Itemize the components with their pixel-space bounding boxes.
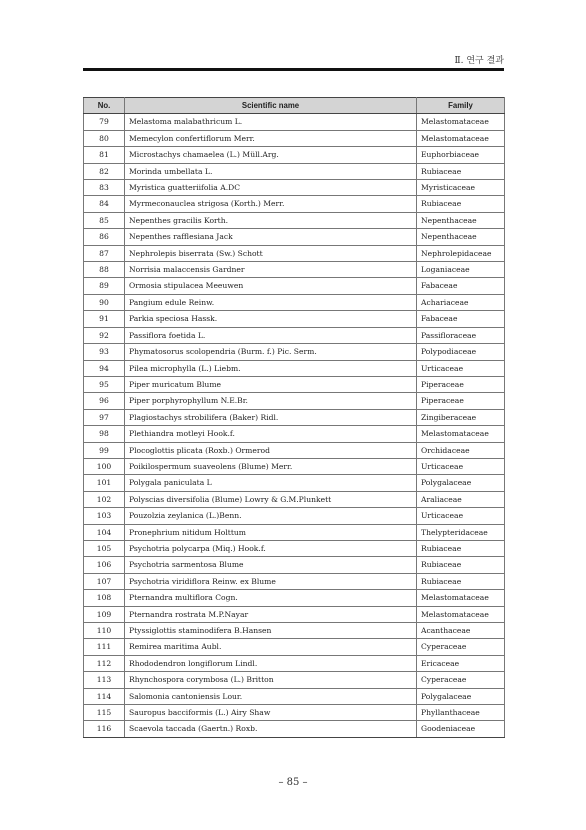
family-name: Rubiaceae bbox=[417, 163, 505, 179]
row-number: 98 bbox=[84, 426, 125, 442]
family-name: Nephrolepidaceae bbox=[417, 245, 505, 261]
table-row bbox=[84, 196, 505, 212]
header-divider bbox=[83, 68, 504, 71]
family-name: Ericaceae bbox=[417, 655, 505, 671]
row-number: 93 bbox=[84, 344, 125, 360]
table-row bbox=[84, 508, 505, 524]
row-number: 88 bbox=[84, 262, 125, 278]
table-row bbox=[84, 672, 505, 688]
family-name: Cyperaceae bbox=[417, 639, 505, 655]
scientific-name: Scaevola taccada (Gaertn.) Roxb. bbox=[125, 721, 417, 737]
table-row bbox=[84, 180, 505, 196]
row-number: 97 bbox=[84, 409, 125, 425]
table-row bbox=[84, 327, 505, 343]
family-name: Melastomataceae bbox=[417, 590, 505, 606]
family-name: Rubiaceae bbox=[417, 557, 505, 573]
row-number: 92 bbox=[84, 327, 125, 343]
table-row bbox=[84, 130, 505, 146]
scientific-name: Memecylon confertiflorum Merr. bbox=[125, 130, 417, 146]
table-row bbox=[84, 409, 505, 425]
row-number: 104 bbox=[84, 524, 125, 540]
row-number: 114 bbox=[84, 688, 125, 704]
scientific-name: Plagiostachys strobilifera (Baker) Ridl. bbox=[125, 409, 417, 425]
row-number: 80 bbox=[84, 130, 125, 146]
row-number: 115 bbox=[84, 705, 125, 721]
table-row bbox=[84, 114, 505, 130]
table-row bbox=[84, 245, 505, 261]
scientific-name: Ptyssiglottis staminodifera B.Hansen bbox=[125, 623, 417, 639]
family-name: Cyperaceae bbox=[417, 672, 505, 688]
scientific-name: Poikilospermum suaveolens (Blume) Merr. bbox=[125, 458, 417, 474]
family-name: Melastomataceae bbox=[417, 426, 505, 442]
column-header-scientific-name: Scientific name bbox=[125, 98, 417, 114]
scientific-name: Salomonia cantoniensis Lour. bbox=[125, 688, 417, 704]
family-name: Polypodiaceae bbox=[417, 344, 505, 360]
family-name: Melastomataceae bbox=[417, 606, 505, 622]
family-name: Zingiberaceae bbox=[417, 409, 505, 425]
row-number: 101 bbox=[84, 475, 125, 491]
scientific-name: Parkia speciosa Hassk. bbox=[125, 311, 417, 327]
scientific-name: Remirea maritima Aubl. bbox=[125, 639, 417, 655]
table-row bbox=[84, 606, 505, 622]
table-header-row bbox=[84, 98, 505, 114]
family-name: Achariaceae bbox=[417, 294, 505, 310]
family-name: Euphorbiaceae bbox=[417, 147, 505, 163]
row-number: 112 bbox=[84, 655, 125, 671]
table-row bbox=[84, 540, 505, 556]
family-name: Melastomataceae bbox=[417, 114, 505, 130]
table-row bbox=[84, 524, 505, 540]
scientific-name: Nepenthes gracilis Korth. bbox=[125, 212, 417, 228]
table-row bbox=[84, 311, 505, 327]
row-number: 79 bbox=[84, 114, 125, 130]
row-number: 85 bbox=[84, 212, 125, 228]
family-name: Nepenthaceae bbox=[417, 212, 505, 228]
scientific-name: Sauropus bacciformis (L.) Airy Shaw bbox=[125, 705, 417, 721]
row-number: 83 bbox=[84, 180, 125, 196]
scientific-name: Morinda umbellata L. bbox=[125, 163, 417, 179]
column-header-no: No. bbox=[84, 98, 125, 114]
scientific-name: Pangium edule Reinw. bbox=[125, 294, 417, 310]
row-number: 105 bbox=[84, 540, 125, 556]
row-number: 99 bbox=[84, 442, 125, 458]
table-row bbox=[84, 278, 505, 294]
table-row bbox=[84, 147, 505, 163]
row-number: 82 bbox=[84, 163, 125, 179]
scientific-name: Pilea microphylla (L.) Liebm. bbox=[125, 360, 417, 376]
family-name: Acanthaceae bbox=[417, 623, 505, 639]
scientific-name: Psychotria sarmentosa Blume bbox=[125, 557, 417, 573]
family-name: Polygalaceae bbox=[417, 688, 505, 704]
row-number: 106 bbox=[84, 557, 125, 573]
family-name: Phyllanthaceae bbox=[417, 705, 505, 721]
row-number: 89 bbox=[84, 278, 125, 294]
family-name: Thelypteridaceae bbox=[417, 524, 505, 540]
scientific-name: Pternandra multiflora Cogn. bbox=[125, 590, 417, 606]
row-number: 103 bbox=[84, 508, 125, 524]
row-number: 110 bbox=[84, 623, 125, 639]
family-name: Rubiaceae bbox=[417, 540, 505, 556]
scientific-name: Piper muricatum Blume bbox=[125, 376, 417, 392]
scientific-name: Polyscias diversifolia (Blume) Lowry & G.M.Plunkett bbox=[125, 491, 417, 507]
scientific-name: Plethiandra motleyi Hook.f. bbox=[125, 426, 417, 442]
scientific-name: Myristica guatteriifolia A.DC bbox=[125, 180, 417, 196]
scientific-name: Passiflora foetida L. bbox=[125, 327, 417, 343]
family-name: Fabaceae bbox=[417, 311, 505, 327]
table-row bbox=[84, 393, 505, 409]
family-name: Loganiaceae bbox=[417, 262, 505, 278]
row-number: 100 bbox=[84, 458, 125, 474]
table-row bbox=[84, 163, 505, 179]
family-name: Piperaceae bbox=[417, 393, 505, 409]
table-row bbox=[84, 212, 505, 228]
row-number: 81 bbox=[84, 147, 125, 163]
row-number: 91 bbox=[84, 311, 125, 327]
column-header-family: Family bbox=[417, 98, 505, 114]
family-name: Urticaceae bbox=[417, 508, 505, 524]
family-name: Melastomataceae bbox=[417, 130, 505, 146]
table-row bbox=[84, 229, 505, 245]
table-row bbox=[84, 294, 505, 310]
family-name: Fabaceae bbox=[417, 278, 505, 294]
table-row bbox=[84, 655, 505, 671]
family-name: Passifloraceae bbox=[417, 327, 505, 343]
scientific-name: Pternandra rostrata M.P.Nayar bbox=[125, 606, 417, 622]
scientific-name: Rhododendron longiflorum Lindl. bbox=[125, 655, 417, 671]
row-number: 102 bbox=[84, 491, 125, 507]
family-name: Orchidaceae bbox=[417, 442, 505, 458]
family-name: Urticaceae bbox=[417, 360, 505, 376]
table-row bbox=[84, 557, 505, 573]
family-name: Piperaceae bbox=[417, 376, 505, 392]
family-name: Araliaceae bbox=[417, 491, 505, 507]
family-name: Goodeniaceae bbox=[417, 721, 505, 737]
scientific-name: Pouzolzia zeylanica (L.)Benn. bbox=[125, 508, 417, 524]
family-name: Urticaceae bbox=[417, 458, 505, 474]
table-row bbox=[84, 491, 505, 507]
scientific-name: Nepenthes rafflesiana Jack bbox=[125, 229, 417, 245]
table-body bbox=[84, 114, 505, 737]
table-row bbox=[84, 721, 505, 737]
row-number: 90 bbox=[84, 294, 125, 310]
page-number: – 85 – bbox=[278, 777, 308, 788]
row-number: 96 bbox=[84, 393, 125, 409]
family-name: Myristicaceae bbox=[417, 180, 505, 196]
family-name: Polygalaceae bbox=[417, 475, 505, 491]
scientific-name: Rhynchospora corymbosa (L.) Britton bbox=[125, 672, 417, 688]
scientific-name: Melastoma malabathricum L. bbox=[125, 114, 417, 130]
scientific-name: Myrmeconauclea strigosa (Korth.) Merr. bbox=[125, 196, 417, 212]
section-header: Ⅱ. 연구 결과 bbox=[454, 56, 504, 66]
table-row bbox=[84, 590, 505, 606]
row-number: 108 bbox=[84, 590, 125, 606]
family-name: Nepenthaceae bbox=[417, 229, 505, 245]
table-row bbox=[84, 688, 505, 704]
scientific-name: Psychotria polycarpa (Miq.) Hook.f. bbox=[125, 540, 417, 556]
row-number: 87 bbox=[84, 245, 125, 261]
table-row bbox=[84, 475, 505, 491]
table-row bbox=[84, 376, 505, 392]
table-row bbox=[84, 458, 505, 474]
row-number: 95 bbox=[84, 376, 125, 392]
scientific-name: Plocoglottis plicata (Roxb.) Ormerod bbox=[125, 442, 417, 458]
table-row bbox=[84, 705, 505, 721]
row-number: 107 bbox=[84, 573, 125, 589]
scientific-name: Piper porphyrophyllum N.E.Br. bbox=[125, 393, 417, 409]
table-row bbox=[84, 426, 505, 442]
scientific-name: Ormosia stipulacea Meeuwen bbox=[125, 278, 417, 294]
scientific-name: Phymatosorus scolopendria (Burm. f.) Pic. Serm. bbox=[125, 344, 417, 360]
scientific-name: Polygala paniculata L bbox=[125, 475, 417, 491]
scientific-name: Pronephrium nitidum Holttum bbox=[125, 524, 417, 540]
row-number: 86 bbox=[84, 229, 125, 245]
table-row bbox=[84, 344, 505, 360]
table-header bbox=[84, 98, 505, 114]
row-number: 109 bbox=[84, 606, 125, 622]
table-row bbox=[84, 360, 505, 376]
row-number: 116 bbox=[84, 721, 125, 737]
row-number: 94 bbox=[84, 360, 125, 376]
table-row bbox=[84, 623, 505, 639]
row-number: 84 bbox=[84, 196, 125, 212]
scientific-name: Norrisia malaccensis Gardner bbox=[125, 262, 417, 278]
table-row bbox=[84, 573, 505, 589]
family-name: Rubiaceae bbox=[417, 573, 505, 589]
table-row bbox=[84, 442, 505, 458]
scientific-name: Nephrolepis biserrata (Sw.) Schott bbox=[125, 245, 417, 261]
row-number: 111 bbox=[84, 639, 125, 655]
scientific-name: Psychotria viridiflora Reinw. ex Blume bbox=[125, 573, 417, 589]
table-row bbox=[84, 639, 505, 655]
family-name: Rubiaceae bbox=[417, 196, 505, 212]
species-table bbox=[83, 97, 505, 738]
table-row bbox=[84, 262, 505, 278]
scientific-name: Microstachys chamaelea (L.) Müll.Arg. bbox=[125, 147, 417, 163]
row-number: 113 bbox=[84, 672, 125, 688]
